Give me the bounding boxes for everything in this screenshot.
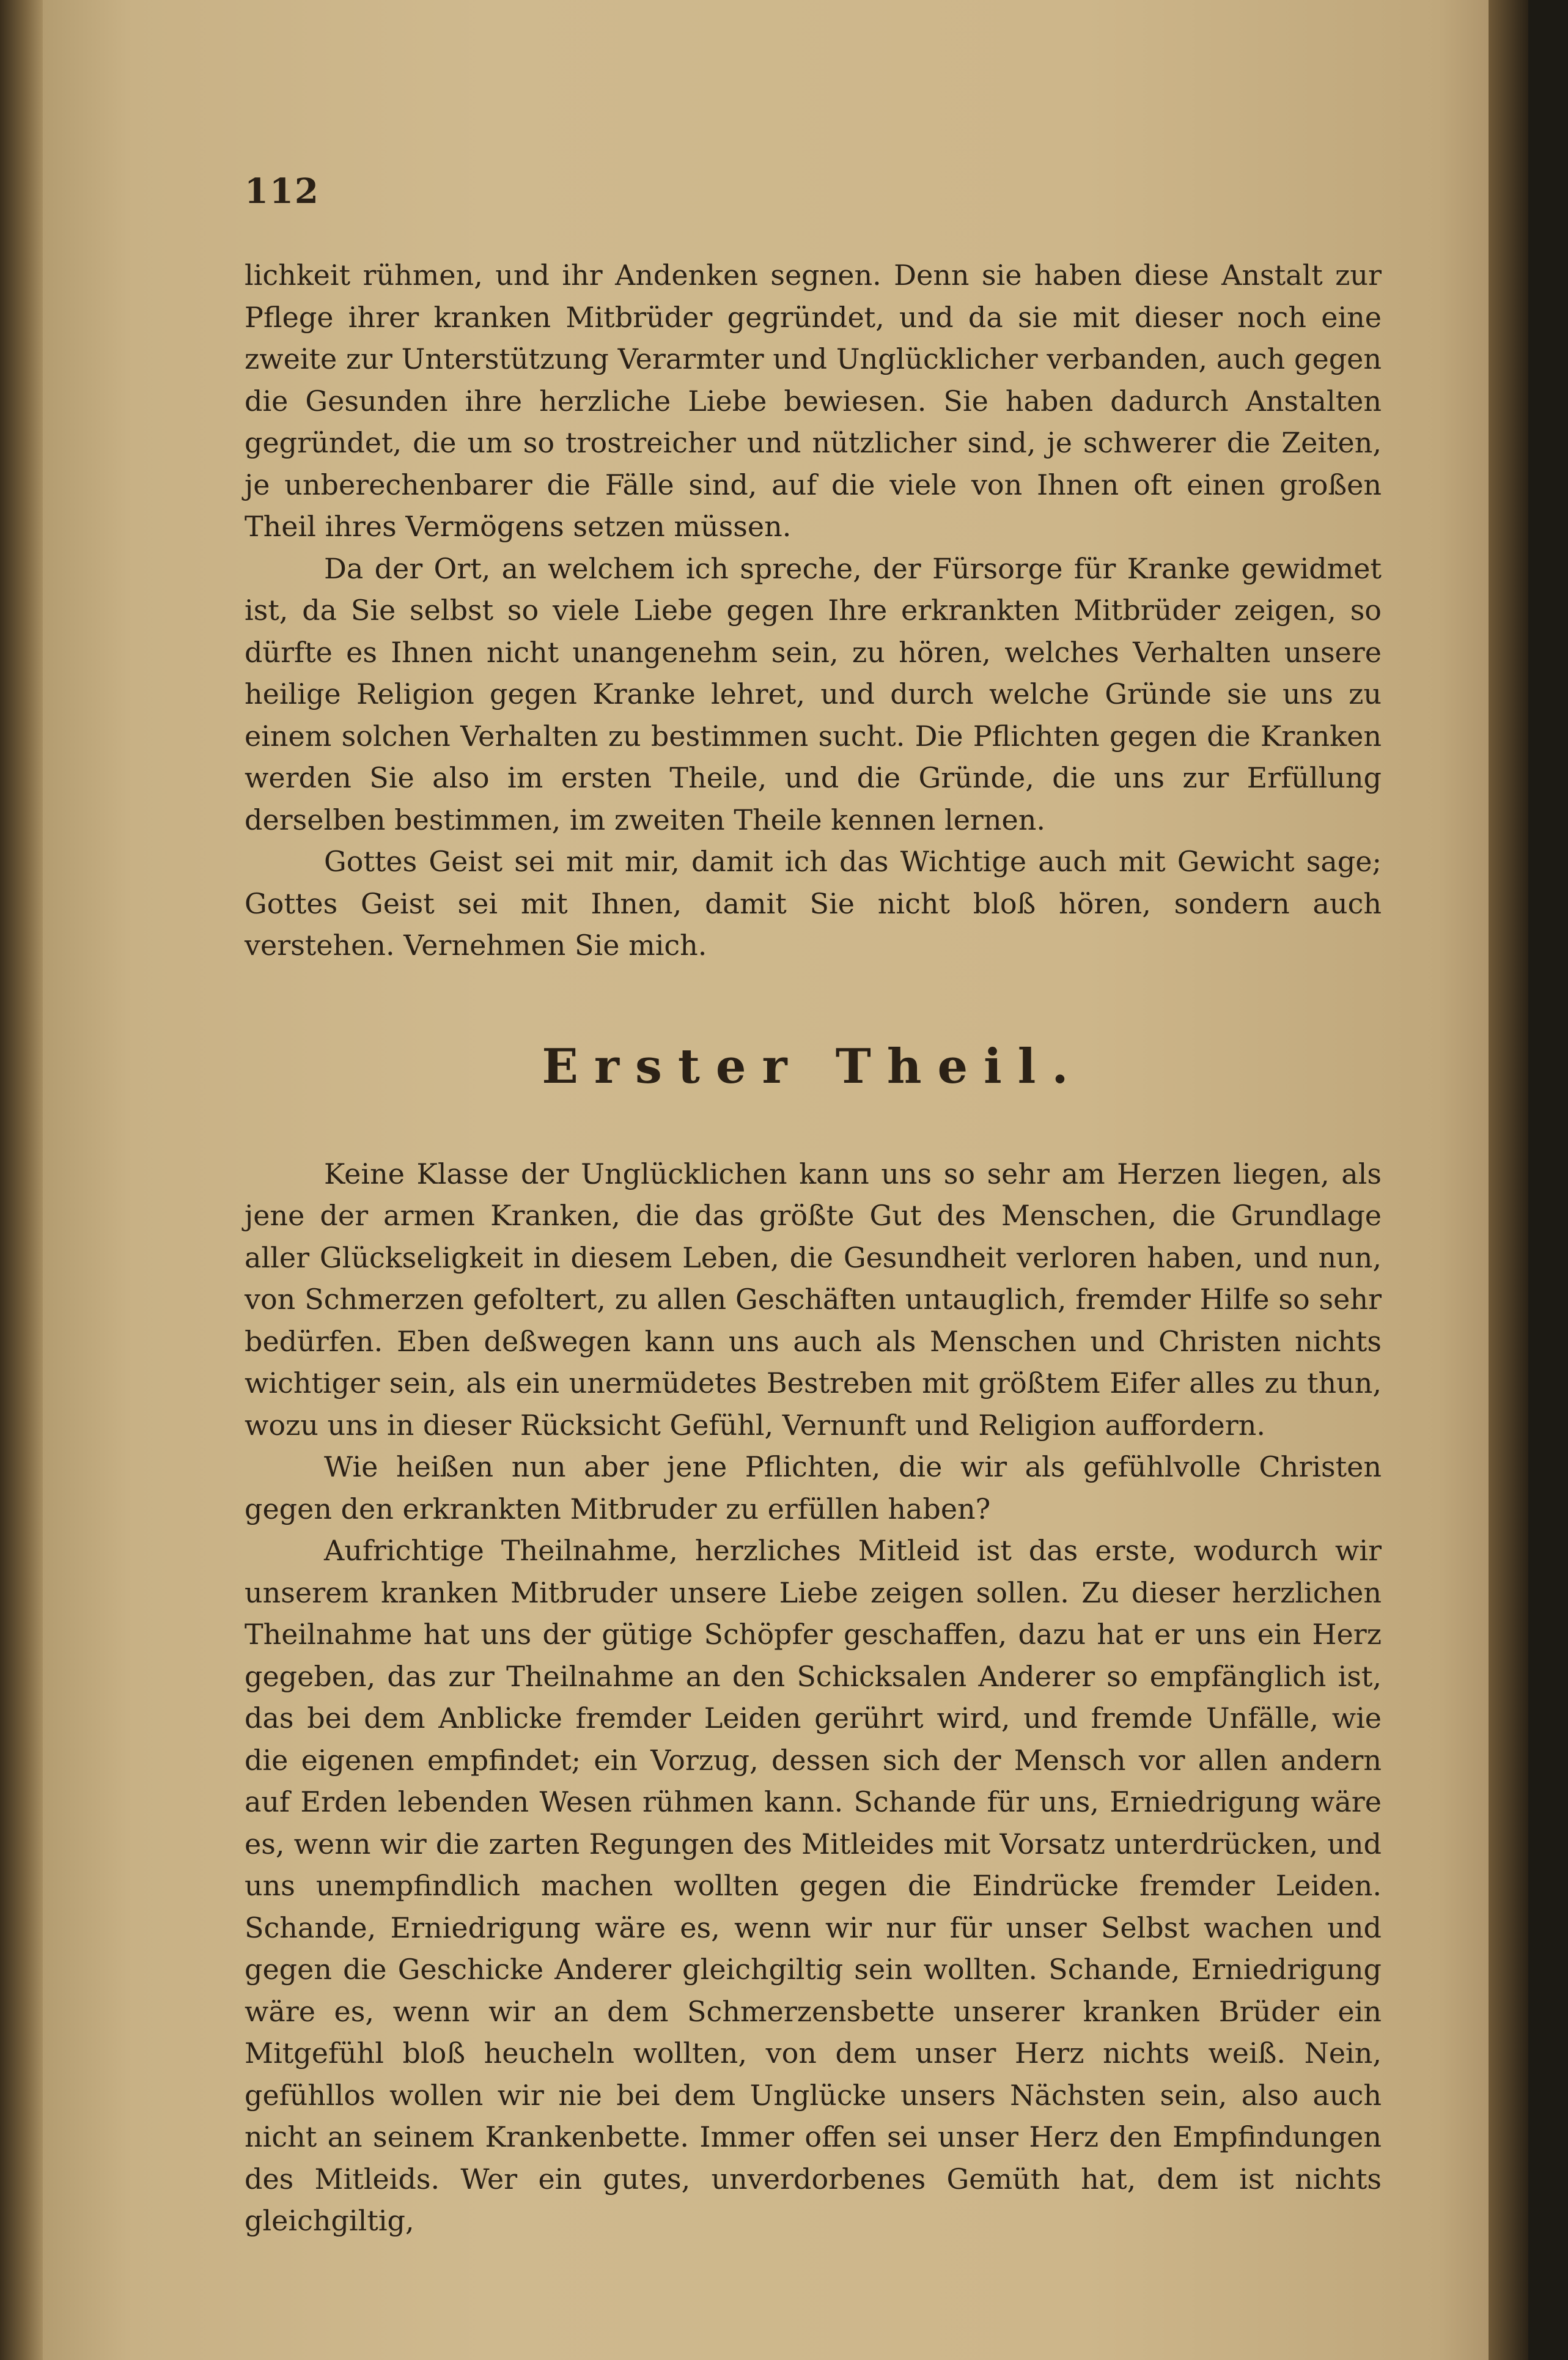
section-heading: Erster Theil. [542,1038,1084,1094]
paragraph-intro-2: Da der Ort, an welchem ich spreche, der Fürsorge für Kranke gewidmet ist, da Sie selbst so viele Liebe gegen Ihre erkrankten Mitbrüder zeigen, so dürfte es Ihnen nicht unangenehm sein, zu hören, welches Verhalten unsere heilige Religion gegen Kranke lehret, und durch welche Gründe sie uns zu einem solchen Verhalten zu bestimmen sucht. Die Pflichten gegen die Kranken werden Sie also im ersten Theile, und die Gründe, die uns zur Erfüllung derselben bestimmen, im zweiten Theile kennen lernen. [245,551,1382,836]
book-binding [0,0,43,2360]
paragraph-section-3: Aufrichtige Theilnahme, herzliches Mitleid ist das erste, wodurch wir unserem kranken Mitbruder unsere Liebe zeigen sollen. Zu dieser herzlichen Theilnahme hat uns der gütige Schöpfer geschaffen, dazu hat er uns ein Herz gegeben, das zur Theilnahme an den Schicksalen Anderer so empfänglich ist, das bei dem Anblicke fremder Leiden gerührt wird, und fremde Unfälle, wie die eigenen empfindet; ein Vorzug, dessen sich der Mensch vor allen andern auf Erden lebenden Wesen rühmen kann. Schande für uns, Erniedrigung wäre es, wenn wir die zarten Regungen des Mitleides mit Vorsatz unterdrücken, und uns unempfindlich machen wollten gegen die Eindrücke fremder Leiden. Schande, Erniedrigung wäre es, wenn wir nur für unser Selbst wachen und gegen die Geschicke Anderer gleichgiltig sein wollten. Schande, Erniedrigung wäre es, wenn wir an dem Schmerzensbette unserer kranken Brüder ein Mitgefühl bloß heucheln wollten, von dem unser Herz nichts weiß. Nein, gefühllos wollen wir nie bei dem Unglücke unsers Nächsten sein, also auch nicht an seinem Krankenbette. Immer offen sei unser Herz den Empfindungen des Mitleids. Wer ein gutes, unverdorbenes Gemüth hat, dem ist nichts gleichgiltig, [245,1534,1382,2237]
page-edge [1489,0,1528,2360]
paragraph-section-2: Wie heißen nun aber jene Pflichten, die wir als gefühlvolle Christen gegen den erkrankten Mitbruder zu erfüllen haben? [245,1450,1382,1525]
paragraph-section-1: Keine Klasse der Unglücklichen kann uns so sehr am Herzen liegen, als jene der armen Kranken, die das größte Gut des Menschen, die Grundlage aller Glückseligkeit in diesem Leben, die Gesundheit verloren haben, und nun, von Schmerzen gefoltert, zu allen Geschäften untauglich, fremder Hilfe so sehr bedürfen. Eben deßwegen kann uns auch als Menschen und Christen nichts wichtiger sein, als ein unermüdetes Bestreben mit größtem Eifer alles zu thun, wozu uns in dieser Rücksicht Gefühl, Vernunft und Religion auffordern. [245,1157,1382,1442]
paragraph-intro-1: lichkeit rühmen, und ihr Andenken segnen. Denn sie haben diese Anstalt zur Pflege ihrer kranken Mitbrüder gegründet, und da sie mit dieser noch eine zweite zur Unterstützung Verarmter und Unglücklicher verbanden, auch gegen die Gesunden ihre herzliche Liebe bewiesen. Sie haben dadurch Anstalten gegründet, die um so trostreicher und nützlicher sind, je schwerer die Zeiten, je unberechenbarer die Fälle sind, auf die viele von Ihnen oft einen großen Theil ihres Vermögens setzen müssen. [245,259,1382,543]
paragraph-intro-3: Gottes Geist sei mit mir, damit ich das Wichtige auch mit Gewicht sage; Gottes Geist sei mit Ihnen, damit Sie nicht bloß hören, sondern auch verstehen. Vernehmen Sie mich. [245,845,1382,962]
text-block [245,171,1382,2242]
page-number: 112 [245,171,320,212]
